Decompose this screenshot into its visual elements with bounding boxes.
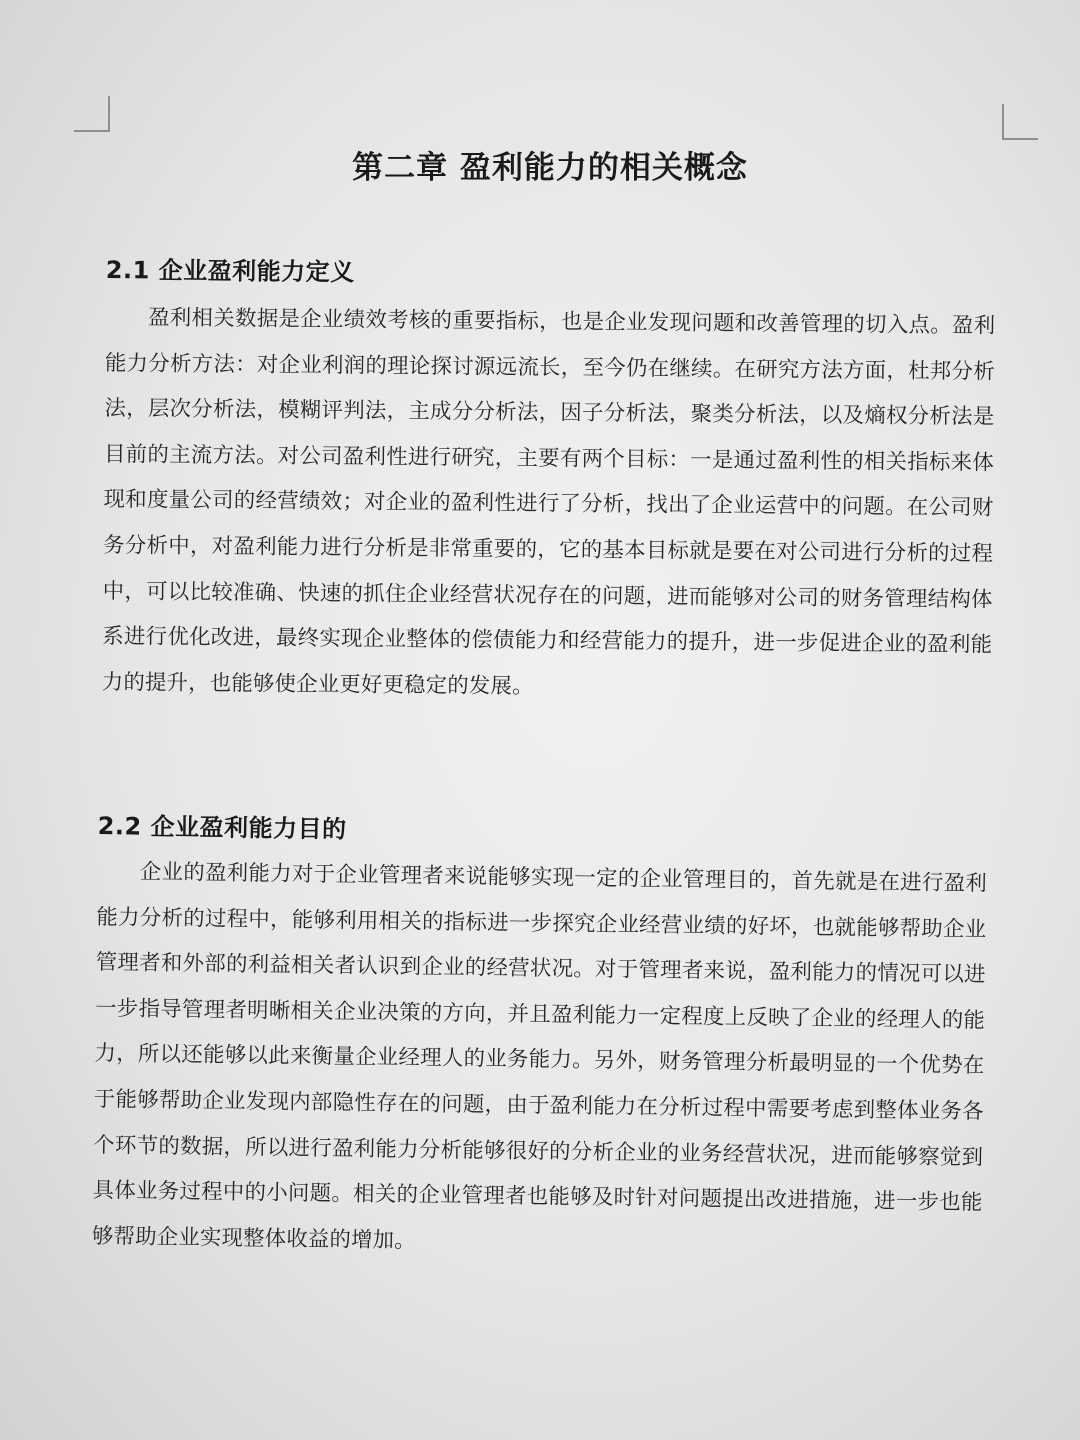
- crop-mark-top-left: [74, 96, 110, 132]
- section-2-1: [102, 250, 996, 714]
- section-heading: 2.1 企业盈利能力定义: [105, 255, 355, 287]
- section-paragraph: 企业的盈利能力对于企业管理者来说能够实现一定的企业管理目的，首先就是在进行盈利能力分析的过程中，能够利用相关的指标进一步探究企业经营业绩的好坏，也就能够帮助企业管理者和外部的利益相关者认识到企业的经营状况。对于管理者来说，盈利能力的情况可以进一步指导管理者明晰相关企业决策的方向，并且盈利能力一定程度上反映了企业的经理人的能力，所以还能够以此来衡量企业经理人的业务能力。另外，财务管理分析最明显的一个优势在于能够帮助企业发现内部隐性存在的问题，由于盈利能力在分析过程中需要考虑到整体业务各个环节的数据，所以进行盈利能力分析能够很好的分析企业的业务经营状况，进而能够察觉到具体业务过程中的小问题。相关的企业管理者也能够及时针对问题提出改进措施，进一步也能够帮助企业实现整体收益的增加。: [91, 859, 988, 1254]
- section-paragraph: 盈利相关数据是企业绩效考核的重要指标，也是企业发现问题和改善管理的切入点。盈利能力分析方法：对企业利润的理论探讨源远流长，至今仍在继续。在研究方法方面，杜邦分析法，层次分析法，模糊评判法，主成分分析法，因子分析法，聚类分析法，以及熵权分析法是目前的主流方法。对公司盈利性进行研究，主要有两个目标：一是通过盈利性的相关指标来体现和度量公司的经营绩效；对企业的盈利性进行了分析，找出了企业运营中的问题。在公司财务分析中，对盈利能力进行分析是非常重要的，它的基本目标就是要在对公司进行分析的过程中，可以比较准确、快速的抓住企业经营状况存在的问题，进而能够对公司的财务管理结构体系进行优化改进，最终实现企业整体的偿债能力和经营能力的提升，进一步促进企业的盈利能力的提升，也能够使企业更好更稳定的发展。: [101, 305, 996, 699]
- section-heading: 2.2 企业盈利能力目的: [97, 811, 347, 844]
- crop-mark-top-right: [1002, 104, 1038, 140]
- section-2-2: [92, 806, 988, 1272]
- chapter-title: 第二章 盈利能力的相关概念: [352, 150, 748, 186]
